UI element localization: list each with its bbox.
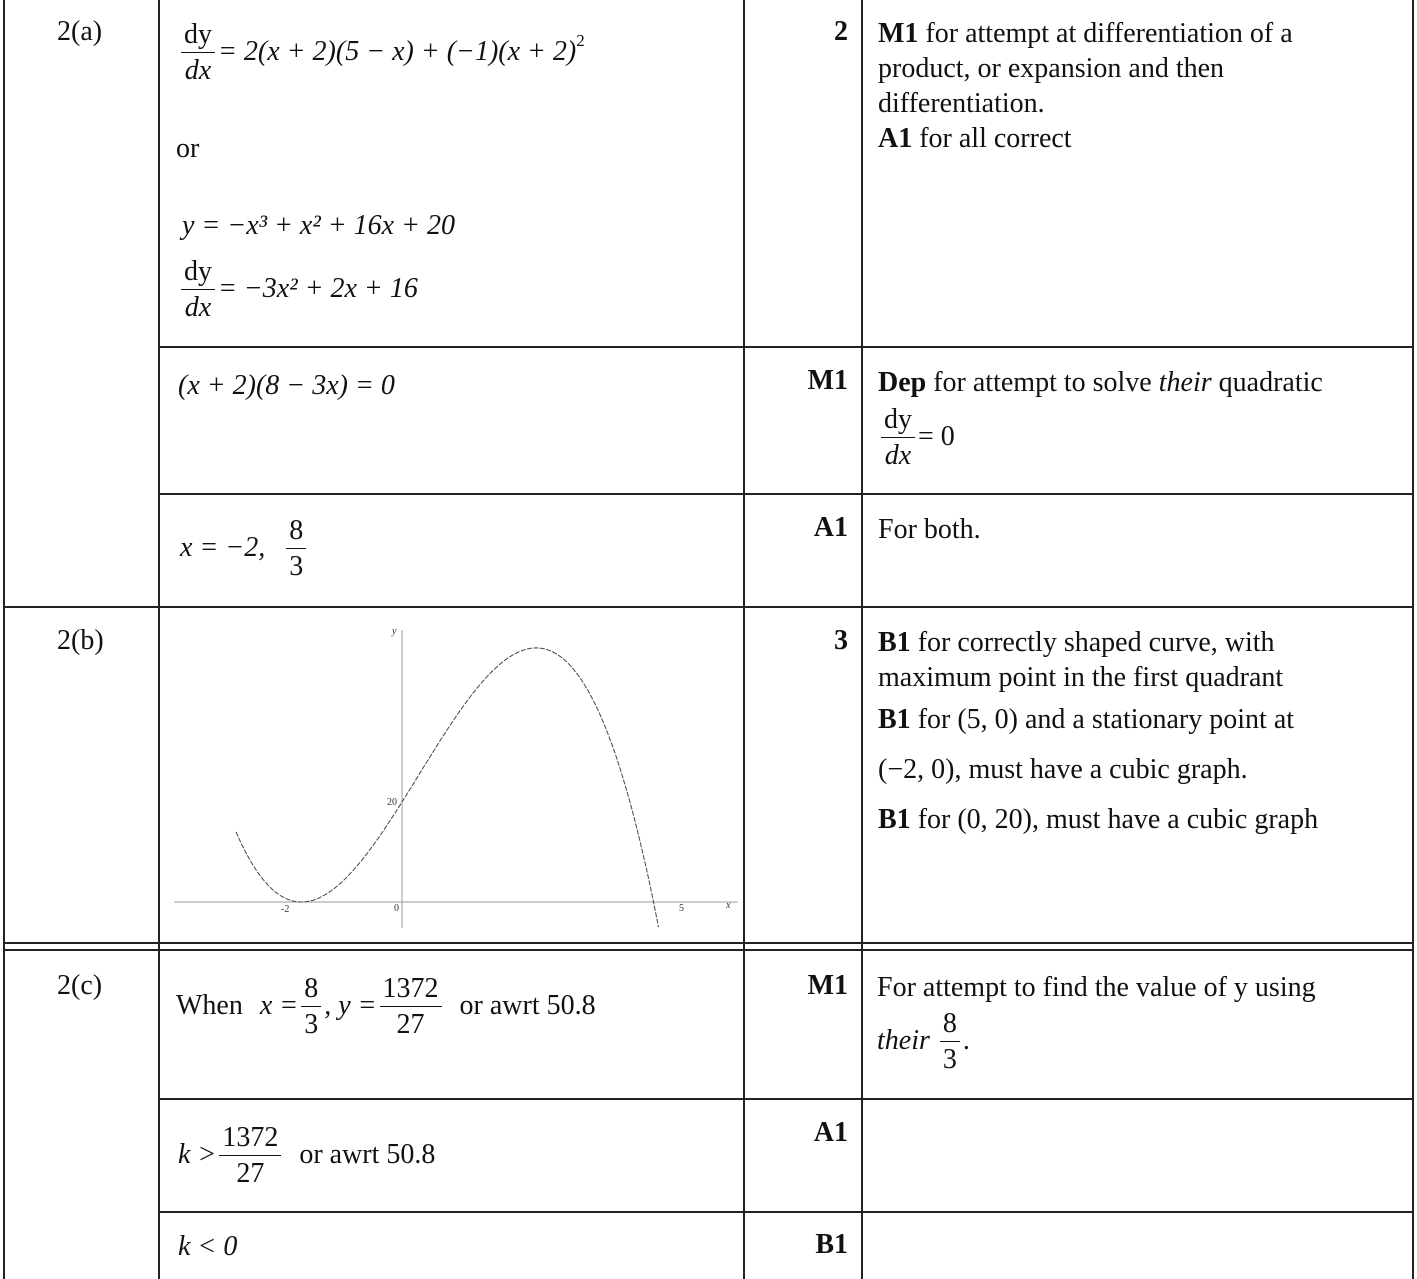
- mark-code: B1: [878, 804, 911, 835]
- row-divider: [158, 493, 1414, 495]
- tick-label-20: 20: [387, 797, 397, 808]
- y-axis-label: y: [392, 626, 397, 637]
- fraction-numerator: 8: [301, 972, 321, 1007]
- section-divider: [3, 949, 1414, 951]
- guidance-text: differentiation.: [878, 88, 1045, 119]
- fraction-numerator: 1372: [380, 972, 442, 1007]
- row-divider: [158, 1211, 1414, 1213]
- mark-code: M1: [878, 18, 919, 49]
- x-axis-label: x: [726, 900, 731, 911]
- guidance-2a-row2: [878, 365, 1398, 400]
- k-upper-inequality: [178, 1121, 435, 1192]
- guidance-text: quadratic: [1211, 367, 1323, 398]
- question-label-2c: 2(c): [57, 970, 103, 1001]
- dy-label: dy: [881, 403, 915, 438]
- x-equals: x =: [259, 989, 299, 1021]
- guidance-text: for attempt at differentiation of a: [918, 18, 1293, 49]
- guidance-text: maximum point in the first quadrant: [878, 662, 1284, 693]
- exponent: 2: [576, 30, 585, 50]
- question-label-2a: 2(a): [57, 16, 103, 47]
- dx-label: dx: [184, 292, 212, 323]
- mark-2a-row3: A1: [813, 512, 848, 543]
- expanded-cubic: y = −x³ + x² + 16x + 20: [182, 210, 455, 241]
- row-divider: [158, 346, 1414, 348]
- product-rule-expression: = 2(x + 2)(5 − x) + (−1)(x + 2): [218, 35, 577, 67]
- y-equals: , y =: [324, 989, 377, 1021]
- table-divider-col2: [743, 0, 745, 1279]
- mark-2c-row1: M1: [807, 970, 848, 1001]
- expanded-derivative: [178, 255, 418, 326]
- dydx-equals-zero: [878, 403, 955, 474]
- mark-2a-row1: 2: [834, 16, 848, 47]
- when-text: When: [176, 989, 243, 1021]
- fraction-denominator: 3: [942, 1044, 957, 1075]
- fraction-denominator: 27: [396, 1009, 425, 1040]
- table-border-left: [3, 0, 5, 1279]
- cubic-graph: [160, 608, 743, 942]
- factorised-equation: (x + 2)(8 − 3x) = 0: [178, 370, 395, 401]
- guidance-2c-row1: For attempt to find the value of y using their $\frac{8}{3}$ .: [877, 970, 1402, 1078]
- roots: [180, 514, 309, 585]
- dx-label: dx: [884, 440, 912, 471]
- fraction-numerator: 1372: [219, 1121, 281, 1156]
- awrt-text: or awrt 50.8: [459, 989, 596, 1021]
- guidance-2a-row3: For both.: [878, 514, 981, 545]
- guidance-italic: their: [1158, 367, 1212, 398]
- mark-code: Dep: [878, 367, 927, 398]
- dx-label: dx: [184, 55, 212, 86]
- guidance-text: for correctly shaped curve, with: [910, 627, 1275, 658]
- question-label-2b: 2(b): [57, 625, 104, 656]
- equals-zero: = 0: [918, 420, 955, 452]
- guidance-text: for attempt to solve: [926, 367, 1159, 398]
- mark-code: A1: [878, 123, 913, 154]
- row-divider: [158, 1098, 1414, 1100]
- section-divider: [3, 942, 1414, 944]
- mark-code: B1: [878, 627, 911, 658]
- tick-label-neg2: -2: [281, 904, 290, 915]
- guidance-text: product, or expansion and then: [878, 53, 1225, 84]
- guidance-2b: [878, 625, 1403, 845]
- y-at-stationary-point: [176, 972, 596, 1043]
- derivative-expression: = −3x² + 2x + 16: [218, 272, 418, 304]
- guidance-italic: their: [877, 1024, 930, 1056]
- fraction-numerator: 8: [940, 1007, 960, 1042]
- guidance-text: for (0, 20), must have a cubic graph: [910, 804, 1319, 835]
- product-rule-derivative: [178, 18, 585, 89]
- or-text: or: [176, 133, 200, 164]
- fraction-denominator: 27: [236, 1158, 265, 1189]
- cubic-curve: [236, 648, 659, 927]
- guidance-text: for all correct: [912, 123, 1072, 154]
- guidance-text: for (5, 0) and a stationary point at: [910, 704, 1295, 735]
- k-greater-than: k >: [178, 1138, 217, 1170]
- mark-2b: 3: [834, 625, 848, 656]
- table-divider-col3: [861, 0, 863, 1279]
- table-border-right: [1412, 0, 1414, 1279]
- fraction-numerator: 8: [286, 514, 306, 549]
- mark-2c-row3: B1: [815, 1229, 848, 1260]
- mark-2a-row2: M1: [807, 365, 848, 396]
- tick-label-0: 0: [394, 903, 399, 914]
- mark-2c-row2: A1: [813, 1117, 848, 1148]
- dy-label: dy: [181, 18, 215, 53]
- tick-label-5: 5: [679, 903, 684, 914]
- awrt-text: or awrt 50.8: [299, 1138, 436, 1170]
- guidance-text: (−2, 0), must have a cubic graph.: [878, 754, 1248, 785]
- roots-prefix: x = −2,: [180, 531, 266, 563]
- guidance-2a-row1: [878, 16, 1398, 156]
- fraction-denominator: 3: [304, 1009, 319, 1040]
- guidance-text: For attempt to find the value of y using: [877, 972, 1316, 1003]
- dy-label: dy: [181, 255, 215, 290]
- k-lower-inequality: k < 0: [178, 1231, 238, 1262]
- fraction-denominator: 3: [289, 551, 304, 582]
- mark-code: B1: [878, 704, 911, 735]
